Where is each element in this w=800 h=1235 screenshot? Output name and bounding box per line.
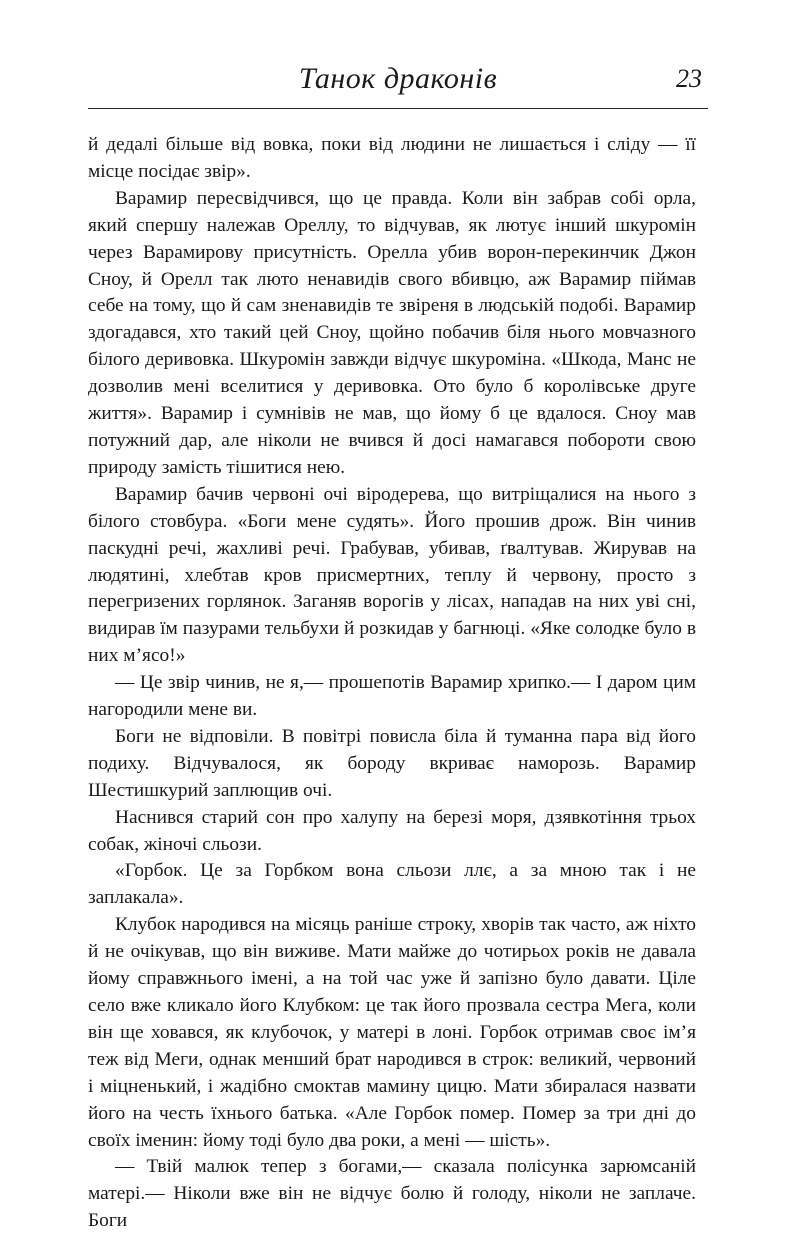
dialogue-line: — Це звір чинив, не я,— прошепотів Варамир хрипко.— І даром цим нагородили мене ви.	[88, 672, 696, 721]
page-header	[88, 62, 708, 102]
paragraph: Варамир пересвідчився, що це правда. Коли він забрав собі орла, який спершу належав Ореллу, то відчував, як лютує інший шкуромін через Варамирову присутність. Орелла убив ворон-перекинчик Джон Сноу, й Орелл так люто ненавидів свого вбивцю, аж Варамир піймав себе на тому, що й сам зненавидів те звіреня в людській подобі. Варамир здогадався, хто такий цей Сноу, щойно побачив біля нього мовчазного білого деривовка. Шкуромін завжди відчує шкуроміна. «Шкода, Манс не дозволив мені вселитися у деривовка. Ото було б королівське друге життя». Варамир і сумнівів не мав, що йому б це вдалося. Сноу мав потужний дар, але ніколи не вчився й досі намагався побороти свою природу замість тішитися нею.	[88, 187, 696, 478]
paragraph: Боги не відповіли. В повітрі повисла біла й туманна пара від його подиху. Відчувалося, як бороду вкриває наморозь. Варамир Шестишкурий заплющив очі.	[88, 725, 696, 801]
paragraph: Клубок народився на місяць раніше строку, хворів так часто, аж ніхто й не очікував, що він виживе. Мати майже до чотирьох років не давала йому справжнього імені, а на той час уже й запізно було давати. Ціле село вже кликало його Клубком: це так його прозвала сестра Мега, коли він ще ховався, як клубочок, у матері в лоні. Горбок отримав своє ім’я теж від Меги, однак менший брат народився в строк: великий, червоний і міцненький, і жадібно смоктав мамину цицю. Мати збиралася назвати його на честь їхнього батька. «Але Горбок помер. Помер за три дні до своїх іменин: йому тоді було два роки, а мені — шість».	[88, 914, 696, 1151]
paragraph: «Горбок. Це за Горбком вона сльози ллє, а за мною так і не заплакала».	[88, 860, 696, 909]
paragraph: й дедалі більше від вовка, поки від людини не лишається і сліду — її місце посідає звір».	[88, 134, 696, 182]
header-divider	[88, 108, 708, 109]
page-number: 23	[676, 64, 702, 93]
body-text	[88, 132, 696, 1235]
running-title: Танок драконів	[298, 62, 498, 95]
dialogue-line: — Твій малюк тепер з богами,— сказала полісунка зарюмсаній матері.— Ніколи вже він не відчує болю й голоду, ніколи не заплаче. Боги	[88, 1156, 696, 1232]
paragraph: Наснився старий сон про халупу на березі моря, дзявкотіння трьох собак, жіночі сльози.	[88, 806, 696, 855]
paragraph: Варамир бачив червоні очі віродерева, що витріщалися на нього з білого стовбура. «Боги мене судять». Його прошив дрож. Він чинив паскудні речі, жахливі речі. Грабував, убивав, ґвалтував. Жирував на людятині, хлебтав кров присмертних, теплу й червону, просто з перегризених горлянок. Заганяв ворогів у лісах, нападав на них уві сні, видирав їм пазурами тельбухи й розкидав у багнюці. «Яке солодке було в них м’ясо!»	[88, 483, 696, 667]
